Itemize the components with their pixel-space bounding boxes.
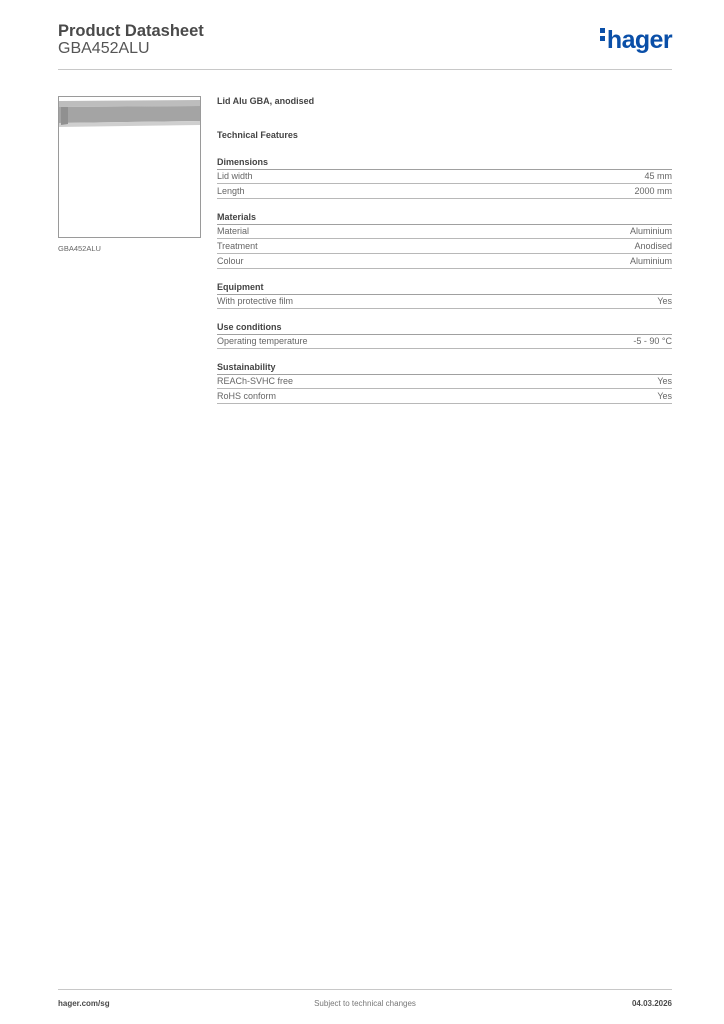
section-use-conditions — [217, 322, 672, 349]
spec-value: Yes — [657, 296, 672, 306]
product-image — [58, 96, 201, 238]
product-name: Lid Alu GBA, anodised — [217, 96, 315, 106]
spec-row — [217, 225, 672, 239]
spec-label: Material — [217, 226, 250, 236]
spec-value: 2000 mm — [634, 186, 672, 196]
spec-row — [217, 335, 672, 349]
product-image-caption: GBA452ALU — [58, 244, 101, 253]
spec-value: Yes — [657, 391, 672, 401]
section-title: Use conditions — [217, 322, 672, 335]
footer-date: 04.03.2026 — [631, 999, 672, 1008]
spec-row — [217, 185, 672, 199]
product-reference: GBA452ALU — [58, 40, 150, 57]
aluminium-lid-profile-icon — [59, 97, 200, 237]
spec-value: 45 mm — [644, 171, 672, 181]
spec-value: Aluminium — [629, 256, 672, 266]
spec-row — [217, 170, 672, 184]
footer-notice: Subject to technical changes — [314, 999, 416, 1008]
section-title: Sustainability — [217, 362, 672, 375]
section-equipment — [217, 282, 672, 309]
spec-row — [217, 375, 672, 389]
section-dimensions — [217, 157, 672, 199]
spec-label: RoHS conform — [217, 391, 277, 401]
spec-label: Lid width — [217, 171, 253, 181]
section-materials — [217, 212, 672, 269]
spec-row — [217, 390, 672, 404]
spec-value: Anodised — [634, 241, 672, 251]
spec-row — [217, 255, 672, 269]
website-link[interactable]: hager.com/sg — [58, 999, 110, 1008]
spec-value: -5 - 90 °C — [633, 336, 672, 346]
document-title: Product Datasheet — [58, 22, 204, 40]
spec-label: REACh-SVHC free — [217, 376, 294, 386]
spec-label: With protective film — [217, 296, 294, 306]
spec-value: Yes — [657, 376, 672, 386]
spec-panel — [217, 96, 672, 404]
spec-label: Operating temperature — [217, 336, 308, 346]
spec-label: Colour — [217, 256, 244, 266]
hager-logo — [600, 25, 672, 55]
logo-dots-icon — [600, 25, 605, 44]
spec-label: Length — [217, 186, 245, 196]
spec-value: Aluminium — [629, 226, 672, 236]
technical-features-title: Technical Features — [217, 130, 298, 140]
section-title: Materials — [217, 212, 672, 225]
spec-row — [217, 295, 672, 309]
section-sustainability — [217, 362, 672, 404]
spec-label: Treatment — [217, 241, 258, 251]
section-title: Dimensions — [217, 157, 672, 170]
logo-text: hager — [606, 26, 672, 54]
page-footer — [58, 989, 672, 1012]
spec-row — [217, 240, 672, 254]
page-header — [58, 20, 672, 70]
section-title: Equipment — [217, 282, 672, 295]
